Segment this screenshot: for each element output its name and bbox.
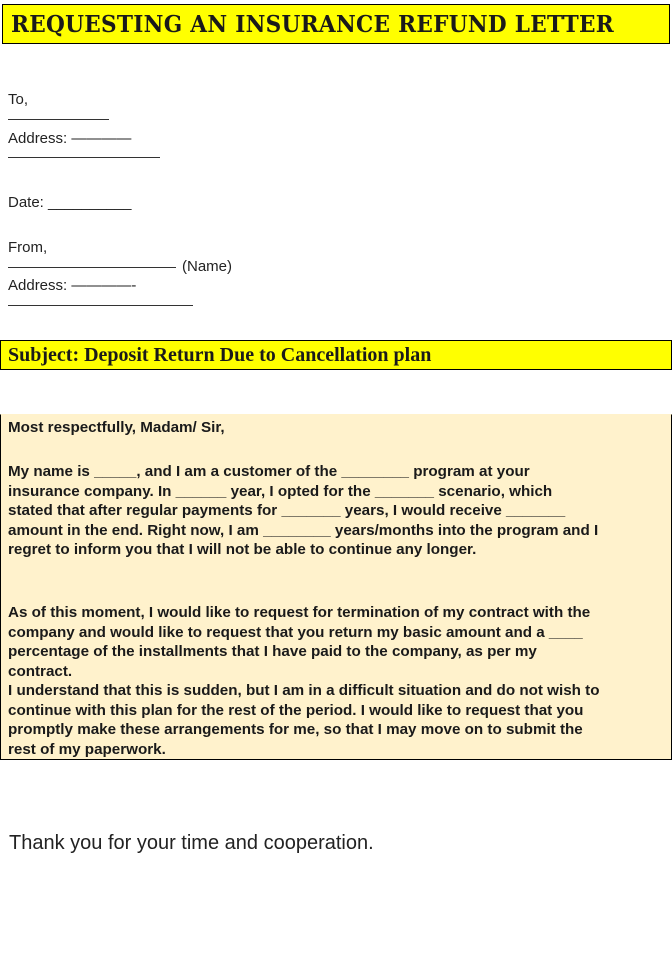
to-blank-line <box>8 119 109 120</box>
subject-line: Subject: Deposit Return Due to Cancellation plan <box>8 344 432 366</box>
to-label: To, <box>8 91 29 108</box>
from-label: From, <box>8 239 48 256</box>
salutation: Most respectfully, Madam/ Sir, <box>8 419 225 436</box>
from-name-blank-line <box>8 267 176 268</box>
subject-banner <box>0 340 672 370</box>
date-label: Date: __________ <box>8 194 132 211</box>
body-paragraph-1: My name is _____, and I am a customer of the ________ program at your insurance company. In ______ year, I opted for the _______ scenario, which stated that after regular payments for _______ years, I would receive _______ amount in the end. Right now, I am ________ years/months into the program and I regret to inform you that I will not be able to continue any longer. <box>8 463 599 558</box>
from-address-blank-line <box>8 305 193 306</box>
to-address-blank-line <box>8 157 160 158</box>
body-paragraph-2: As of this moment, I would like to request for termination of my contract with the company and would like to request that you return my basic amount and a ____ percentage of the installments that I have paid to the company, as per my contract. I understand that this is sudden, but I am in a difficult situation and do not wish to continue with this plan for the rest of the period. I would like to request that you promptly make these arrangements for me, so that I may move on to submit the rest of my paperwork. <box>8 604 600 758</box>
name-suffix: (Name) <box>182 258 233 275</box>
title-banner <box>2 4 670 44</box>
document-title: REQUESTING AN INSURANCE REFUND LETTER <box>11 11 614 38</box>
from-address-label: Address: ————- <box>8 277 137 294</box>
closing-line: Thank you for your time and cooperation. <box>9 832 374 854</box>
to-address-label: Address: ———— <box>8 130 132 147</box>
